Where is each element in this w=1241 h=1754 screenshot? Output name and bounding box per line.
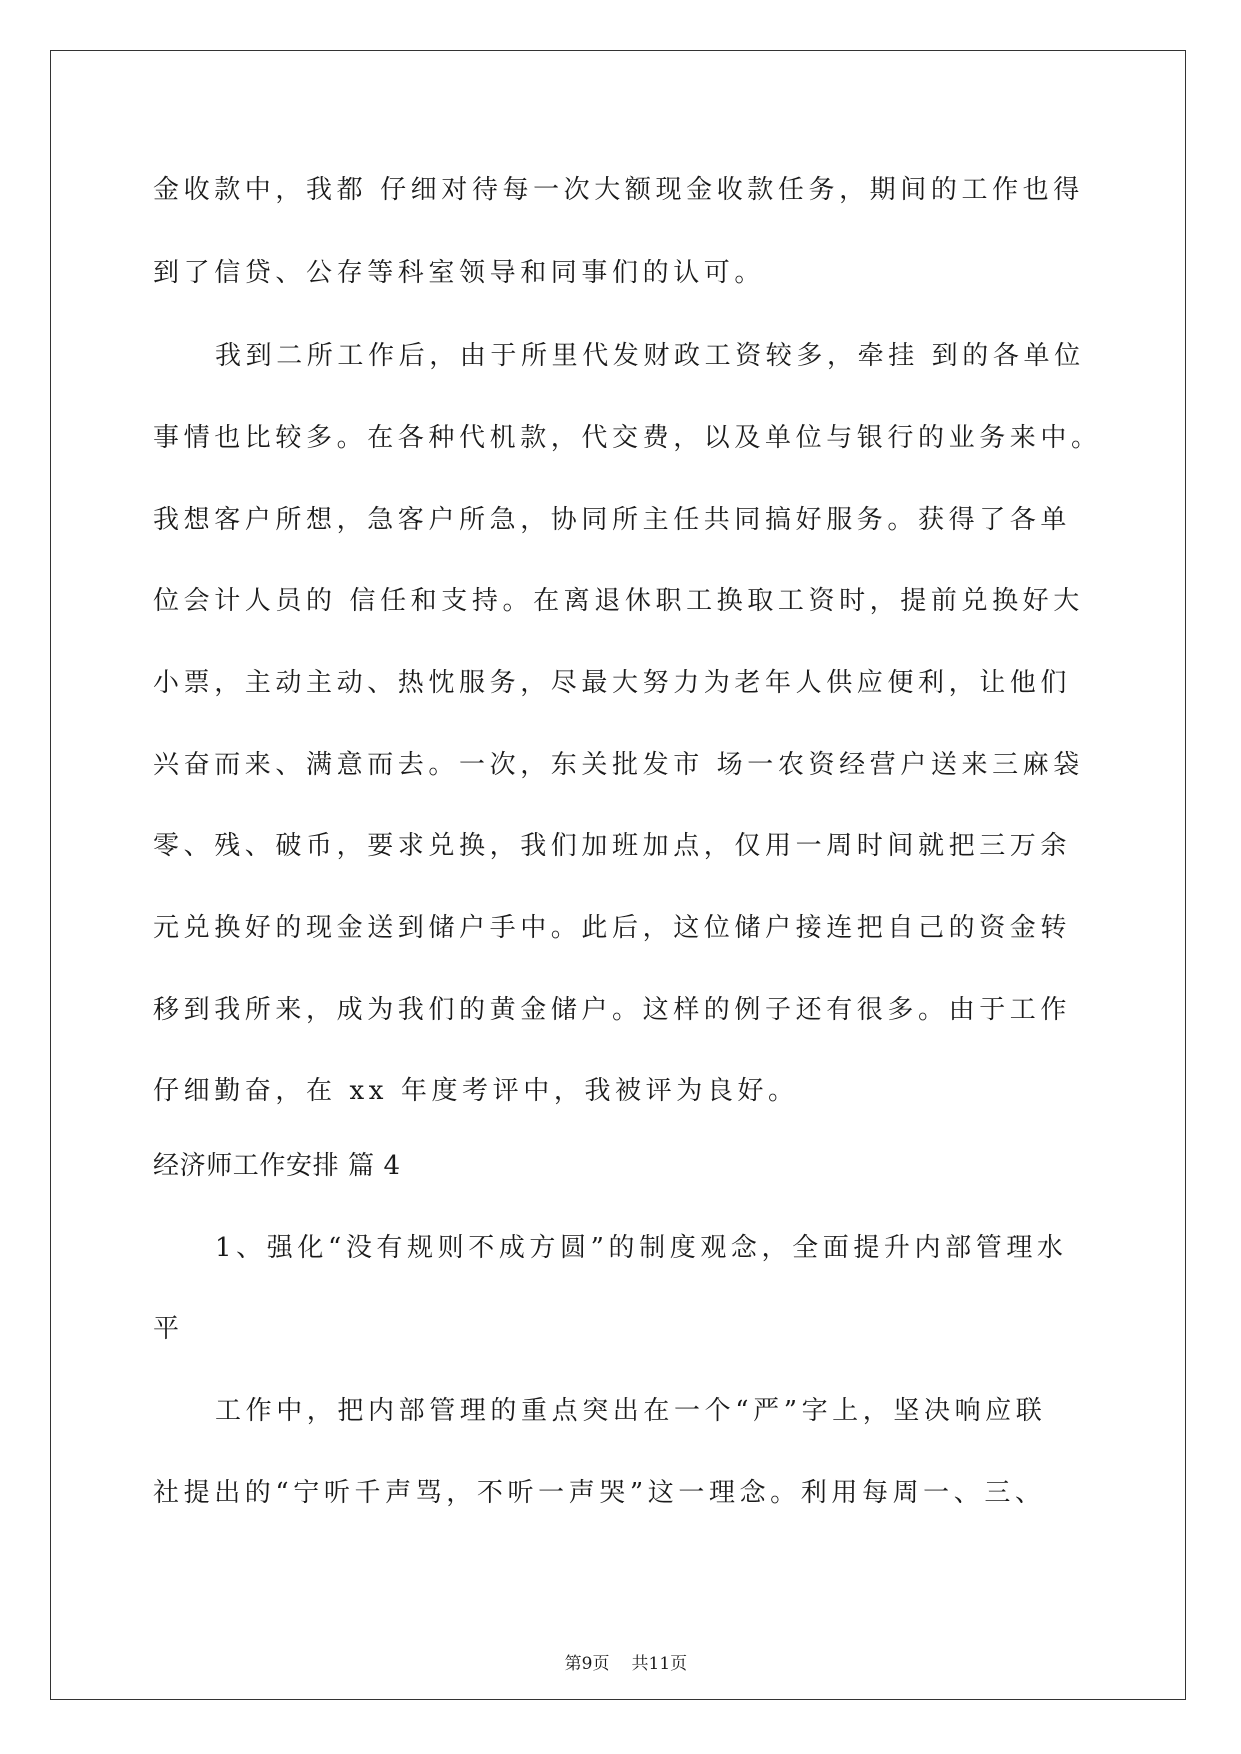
- page-number-label: 第9页: [564, 1654, 610, 1674]
- text-line: 元兑换好的现金送到储户手中。此后，这位储户接连把自己的资金转: [153, 913, 1072, 943]
- text-line: 社提出的“宁听千声骂，不听一声哭”这一理念。利用每周一、三、: [153, 1478, 1046, 1508]
- text-line: 工作中，把内部管理的重点突出在一个“严”字上，坚决响应联: [215, 1396, 1047, 1426]
- page-border: [50, 50, 1186, 1700]
- text-line: 1、强化“没有规则不成方圆”的制度观念，全面提升内部管理水: [215, 1233, 1068, 1263]
- page-footer: [0, 1622, 1241, 1674]
- text-line: 位会计人员的 信任和支持。在离退休职工换取工资时，提前兑换好大: [153, 586, 1084, 616]
- text-line: 零、残、破币，要求兑换，我们加班加点，仅用一周时间就把三万余: [153, 831, 1072, 861]
- text-line: 仔细勤奋，在 xx 年度考评中，我被评为良好。: [153, 1076, 799, 1106]
- text-line: 兴奋而来、满意而去。一次，东关批发市 场一农资经营户送来三麻袋: [153, 750, 1084, 780]
- text-line: 我到二所工作后，由于所里代发财政工资较多，牵挂 到的各单位: [215, 341, 1085, 371]
- text-line: 金收款中，我都 仔细对待每一次大额现金收款任务，期间的工作也得: [153, 175, 1084, 205]
- text-line: 移到我所来，成为我们的黄金储户。这样的例子还有很多。由于工作: [153, 995, 1072, 1025]
- text-line: 事情也比较多。在各种代机款，代交费，以及单位与银行的业务来中。: [153, 423, 1102, 453]
- total-pages-label: 共11页: [631, 1654, 688, 1674]
- section-heading: 经济师工作安排 篇 4: [153, 1151, 401, 1181]
- text-line: 我想客户所想，急客户所急，协同所主任共同搞好服务。获得了各单: [153, 505, 1072, 535]
- text-line: 平: [153, 1314, 184, 1344]
- text-line: 到了信贷、公存等科室领导和同事们的认可。: [153, 258, 766, 288]
- text-line: 小票，主动主动、热忱服务，尽最大努力为老年人供应便利，让他们: [153, 668, 1072, 698]
